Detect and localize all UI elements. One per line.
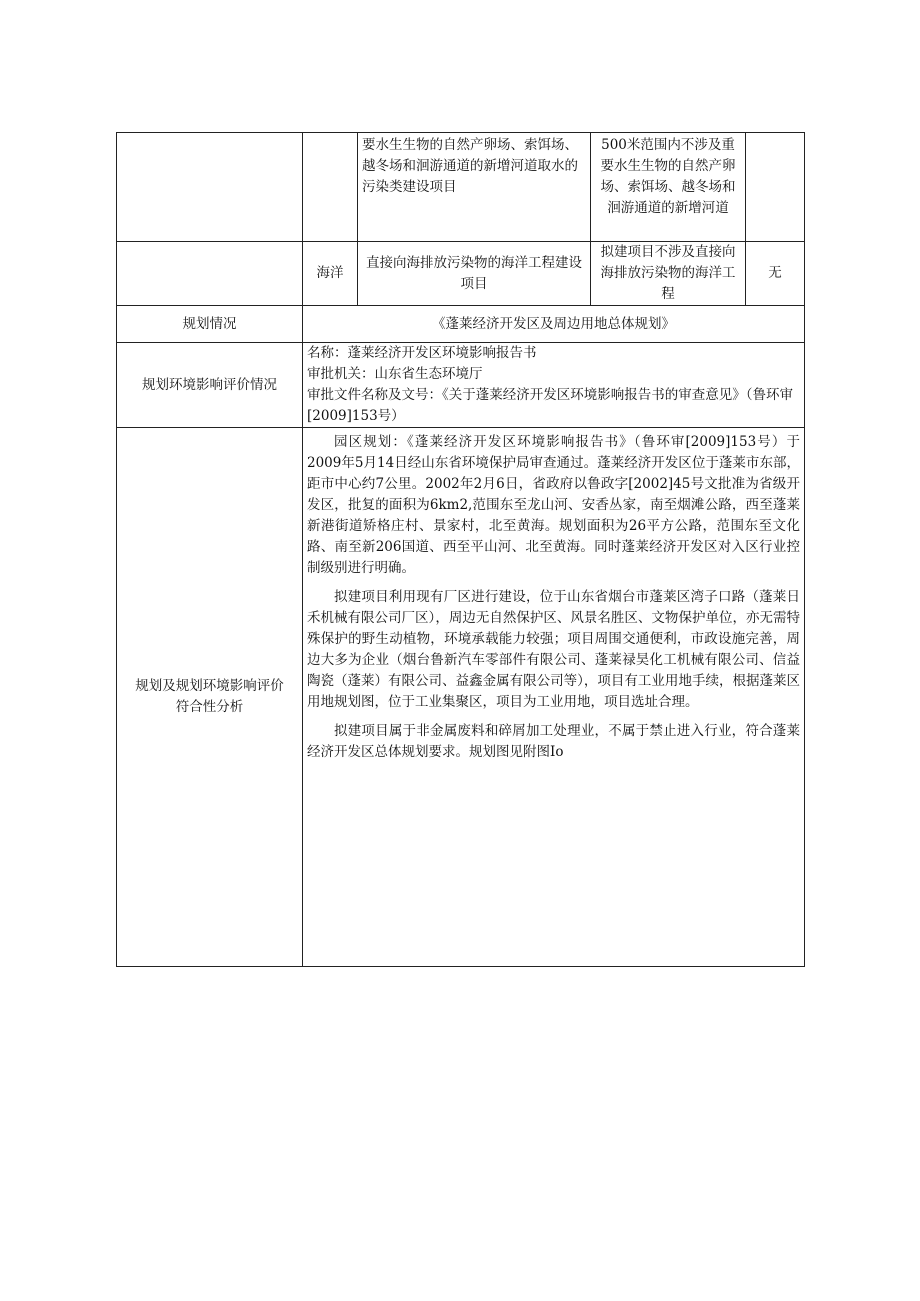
eia-document-line: 审批文件名称及文号：《关于蓬莱经济开发区环境影响报告书的审查意见》（鲁环审[2009]153号） — [307, 387, 793, 424]
compliance-analysis — [303, 428, 805, 967]
requirement-cell: 直接向海排放污染物的海洋工程建设项目 — [358, 242, 591, 306]
analysis-paragraph: 园区规划：《蓬莱经济开发区环境影响报告书》（鲁环审[2009]153号）于2009年5月14日经山东省环境保护局审查通过。蓬莱经济开发区位于蓬莱市东部，距市中心约7公里。2002年2月6日，省政府以鲁政字[2002]45号文批准为省级开发区，批复的面积为6km2,范围东至龙山河、安香丛家，南至烟滩公路，西至蓬莱新港街道矫格庄村、景家村，北至黄海。规划面积为26平方公路，范围东至文化路、南至新206国道、西至平山河、北至黄海。同时蓬莱经济开发区对入区行业控制级别进行明确。 — [307, 434, 800, 576]
eia-authority-line: 审批机关：山东省生态环境厅 — [307, 366, 483, 382]
analysis-paragraph: 拟建项目利用现有厂区进行建设，位于山东省烟台市蓬莱区湾子口路（蓬莱日禾机械有限公司厂区），周边无自然保护区、风景名胜区、文物保护单位，亦无需特殊保护的野生动植物，环境承载能力较强；项目周围交通便利，市政设施完善，周边大多为企业（烟台鲁新汽车零部件有限公司、蓬莱禄昊化工机械有限公司、信益陶瓷（蓬莱）有限公司、益鑫金属有限公司等），项目有工业用地手续，根据蓬莱区用地规划图，位于工业集聚区，项目为工业用地，项目选址合理。 — [307, 589, 800, 710]
compliance-label — [117, 428, 303, 967]
category-cell: 海洋 — [303, 242, 358, 306]
blank-cell — [117, 242, 303, 306]
status-text: 500米范围内不涉及重要水生生物的自然产卵场、索饵场、越冬场和洄游通道的新增河道 — [600, 137, 736, 216]
compliance-table — [116, 132, 805, 967]
status-cell: 拟建项目不涉及直接向海排放污染物的海洋工程 — [591, 242, 746, 306]
table-row-eia-planning — [117, 343, 805, 428]
requirement-cell — [358, 133, 591, 242]
eia-name-line: 名称：蓬莱经济开发区环境影响报告书 — [307, 345, 537, 361]
status-cell — [591, 133, 746, 242]
eia-planning-value — [303, 343, 805, 428]
compliance-label-line1: 规划及规划环境影响评价 — [135, 678, 284, 694]
table-row-ocean — [117, 242, 805, 306]
planning-label: 规划情况 — [117, 306, 303, 343]
analysis-paragraph: 拟建项目属于非金属废料和碎屑加工处理业，不属于禁止进入行业，符合蓬莱经济开发区总体规划要求。规划图见附图Io — [307, 723, 800, 760]
table-row-water-continued — [117, 133, 805, 242]
blank-result-cell — [746, 133, 805, 242]
requirement-text: 要水生生物的自然产卵场、索饵场、越冬场和洄游通道的新增河道取水的污染类建设项目 — [362, 137, 578, 195]
result-cell: 无 — [746, 242, 805, 306]
blank-cell — [117, 133, 303, 242]
compliance-label-line2: 符合性分析 — [175, 699, 244, 715]
eia-planning-label: 规划环境影响评价情况 — [117, 343, 303, 428]
planning-value: 《蓬莱经济开发区及周边用地总体规划》 — [303, 306, 805, 343]
table-row-compliance — [117, 428, 805, 967]
blank-category-cell — [303, 133, 358, 242]
table-row-planning — [117, 306, 805, 343]
